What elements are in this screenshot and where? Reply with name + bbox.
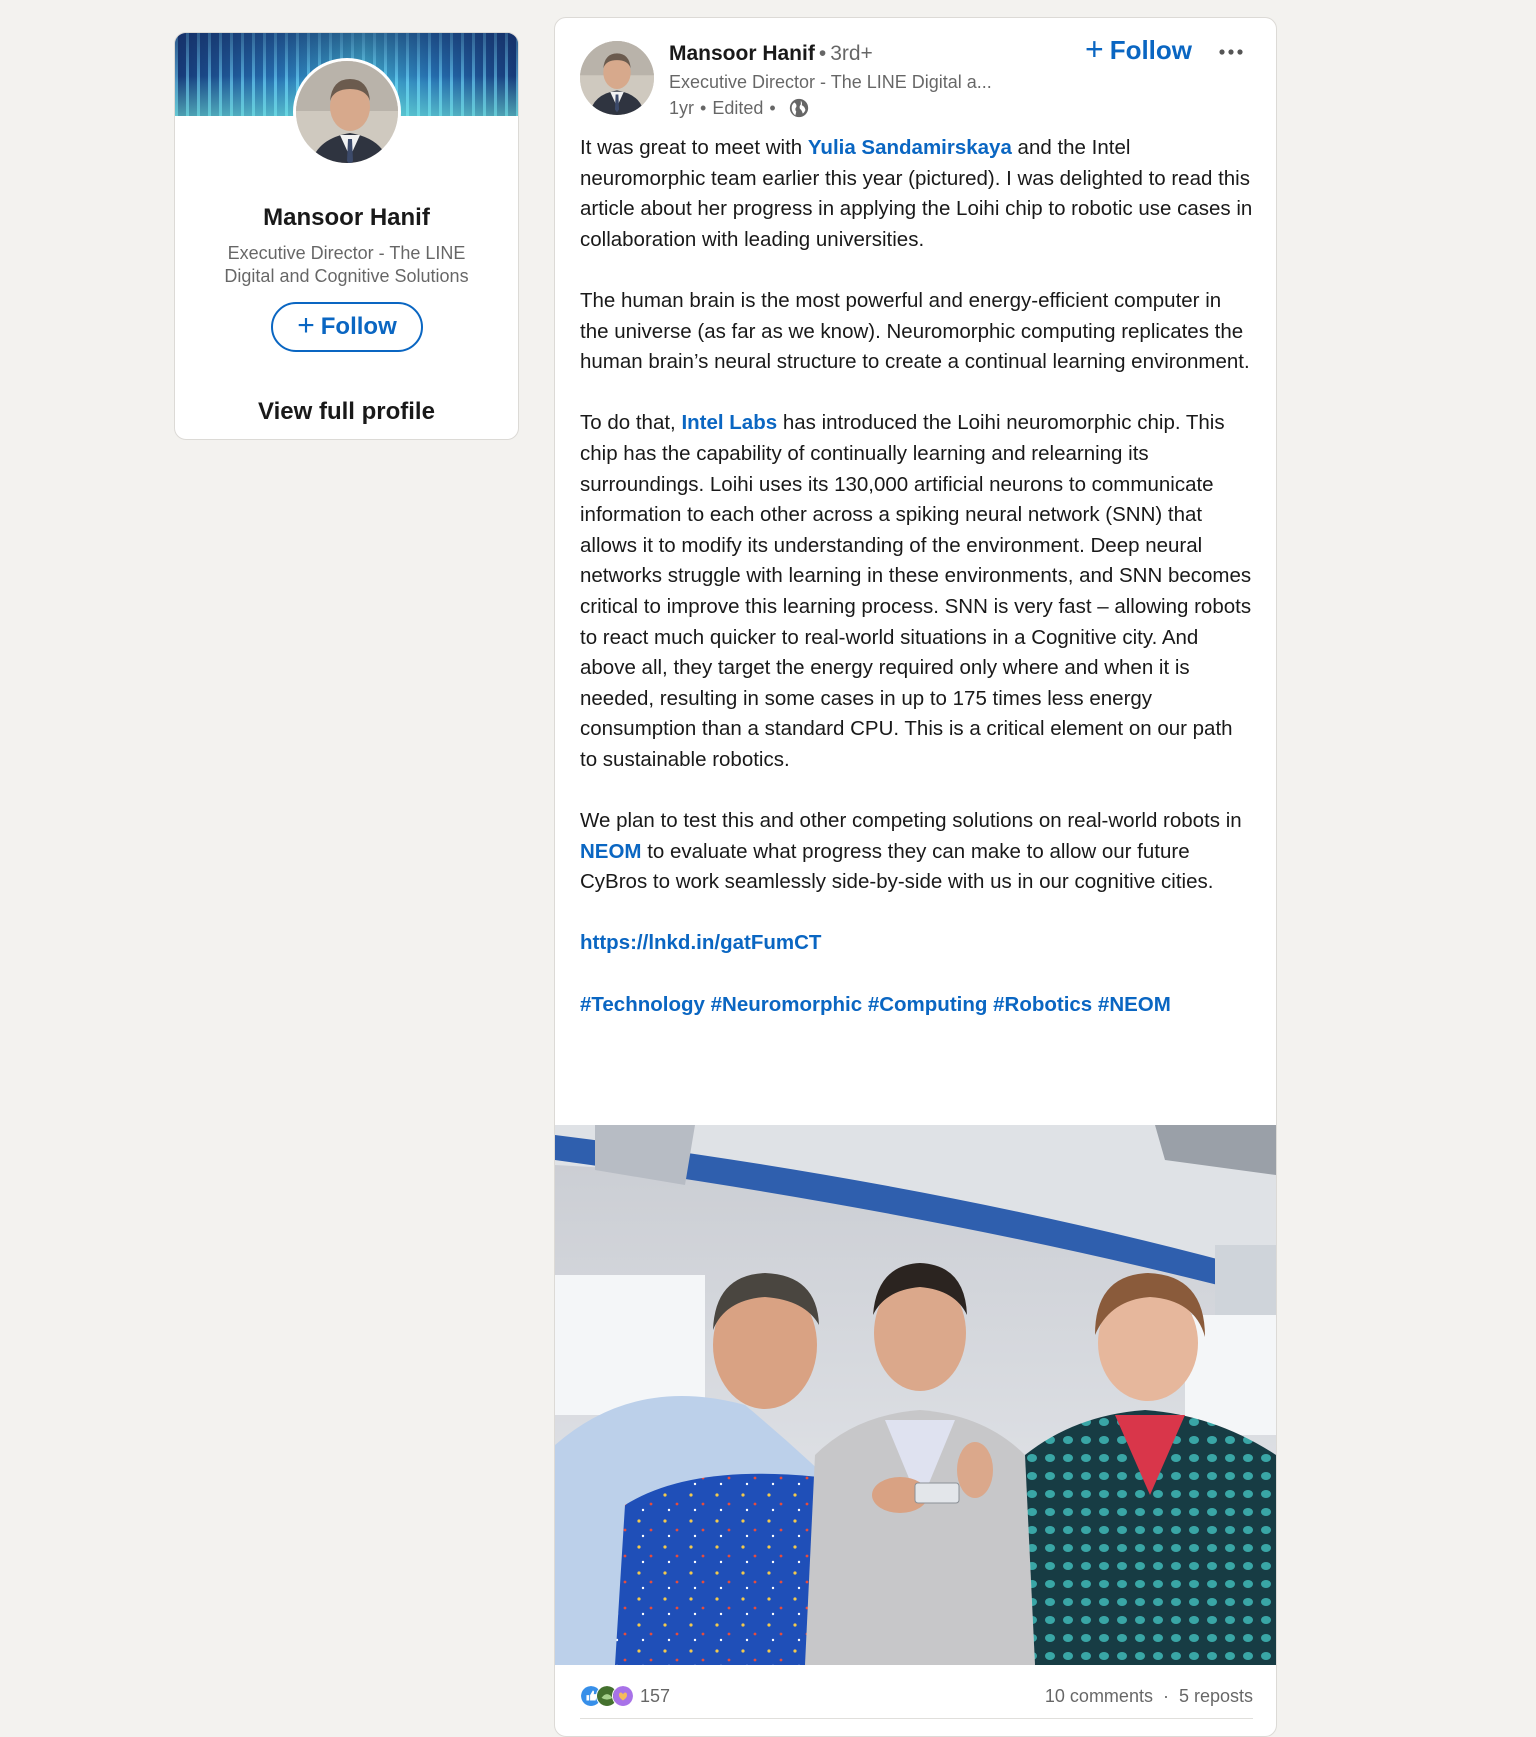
mention-link[interactable]: Intel Labs [681, 411, 778, 435]
post-author-avatar[interactable] [580, 41, 654, 115]
profile-follow-label: Follow [320, 313, 397, 340]
view-full-profile-link[interactable]: View full profile [258, 398, 435, 425]
post-paragraph: To do that, Intel Labs has introduced the Loihi neuromorphic chip. This chip has the capability of continually learning and relearning its surroundings. Loihi uses its 130,000 artificial neurons to communicate information to each other across a spiking neural network (SNN) that allows it to modify its understanding of the environment. Deep neural networks struggle with learning in these environments, and SNN becomes critical to improve this learning process. SNN is very fast – allowing robots to react much quicker to real-world situations in a Cognitive city. And above all, they target the energy required only where and when it is needed, resulting in some cases in up to 175 times less energy consumption than a standard CPU. This is a critical element on our path to sustainable robotics. [580, 411, 1252, 771]
post-paragraph: The human brain is the most powerful and energy-efficient computer in the universe (as far as we know). Neuromorphic computing replicates the human brain’s neural structure to create a continual learning environment. [580, 288, 1250, 374]
plus-icon: + [297, 308, 315, 342]
reactions-summary[interactable] [580, 1685, 670, 1707]
post-follow-button[interactable] [1085, 31, 1193, 67]
love-reaction-icon [612, 1685, 634, 1707]
profile-card [174, 32, 519, 440]
comments-count-link[interactable]: 10 comments [1044, 1685, 1153, 1706]
post-social-counts [580, 1685, 1253, 1707]
post-edited: Edited [712, 97, 764, 118]
post-url-paragraph [580, 928, 1255, 959]
plus-icon: + [1085, 31, 1104, 67]
post-meta: 1yr • Edited • [669, 97, 810, 119]
post-author-headline: Executive Director - The LINE Digital a... [669, 72, 992, 92]
connection-degree: 3rd+ [830, 42, 873, 65]
globe-icon [788, 97, 810, 119]
reposts-count-link[interactable]: 5 reposts [1178, 1685, 1253, 1706]
separator-dot: · [1162, 1685, 1169, 1706]
post-paragraph: It was great to meet with Yulia Sandamirskaya and the Intel neuromorphic team earlier this year (pictured). I was delighted to read this article about her progress in applying the Loihi chip to robotic use cases in collaboration with leading universities. [580, 136, 1253, 251]
divider [580, 1718, 1253, 1719]
post-photo[interactable] [555, 1125, 1276, 1665]
post-time: 1yr [669, 97, 695, 118]
post-paragraph: We plan to test this and other competing solutions on real-world robots in NEOM to evaluate what progress they can make to allow our future CyBros to work seamlessly side-by-side with us in our cognitive cities. [580, 809, 1242, 894]
hashtag-link[interactable]: #Robotics [993, 992, 1093, 1016]
profile-avatar[interactable] [293, 58, 401, 166]
hashtag-link[interactable]: #Technology [580, 992, 705, 1016]
profile-headline: Executive Director - The LINE Digital and Cognitive Solutions [224, 243, 469, 286]
hashtag-link[interactable]: #Computing [867, 992, 988, 1016]
post-body [580, 133, 1255, 1051]
mention-link[interactable]: NEOM [580, 839, 642, 863]
post-author-line: Mansoor Hanif • 3rd+ [669, 42, 873, 65]
post-url-link[interactable]: https://lnkd.in/gatFumCT [580, 931, 822, 955]
hashtags [580, 990, 1255, 1021]
more-options-icon[interactable] [1217, 46, 1245, 58]
comments-reposts [1045, 1686, 1253, 1707]
reaction-count: 157 [640, 1685, 671, 1706]
hashtag-link[interactable]: #NEOM [1097, 992, 1171, 1016]
hashtag-link[interactable]: #Neuromorphic [710, 992, 863, 1016]
post-follow-label: Follow [1109, 35, 1193, 65]
post-card [554, 17, 1277, 1737]
post-author-name[interactable]: Mansoor Hanif [669, 42, 815, 65]
profile-name[interactable]: Mansoor Hanif [263, 204, 430, 231]
profile-follow-button[interactable] [271, 302, 423, 352]
mention-link[interactable]: Yulia Sandamirskaya [807, 136, 1012, 159]
